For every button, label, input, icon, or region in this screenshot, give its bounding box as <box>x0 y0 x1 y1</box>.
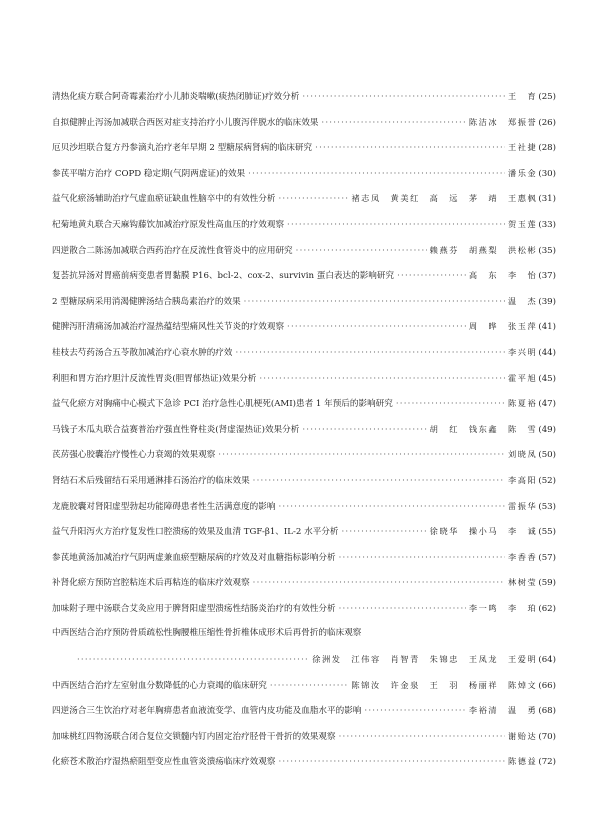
dot-leader <box>364 699 465 725</box>
entry-page-number: (44) <box>538 347 556 358</box>
entry-page-number: (39) <box>538 296 556 307</box>
toc-entry[interactable] <box>52 186 556 212</box>
entry-title: 肾结石术后残留结石采用通淋排石汤治疗的临床效果 <box>52 475 250 486</box>
toc-entry[interactable] <box>52 673 556 699</box>
toc-entry[interactable] <box>52 749 556 775</box>
entry-page-number: (62) <box>538 603 556 614</box>
toc-entry[interactable] <box>52 238 556 264</box>
entry-page-number: (31) <box>538 194 556 205</box>
toc-entry[interactable] <box>52 417 556 443</box>
toc-entry[interactable] <box>52 161 556 187</box>
toc-entry[interactable] <box>52 698 556 724</box>
entry-title: 化瘀苍术散治疗湿热瘀阻型变应性血管炎溃疡临床疗效观察 <box>52 757 276 768</box>
entry-title: 四逆散合二陈汤加减联合西药治疗在反流性食管炎中的应用研究 <box>52 245 293 256</box>
toc-entry[interactable] <box>52 442 556 468</box>
entry-authors: 温 杰 <box>507 295 538 306</box>
dot-leader <box>244 290 505 316</box>
entry-page-number: (37) <box>538 271 556 282</box>
entry-page-number: (33) <box>538 219 556 230</box>
toc-entry[interactable] <box>52 621 556 647</box>
dot-leader <box>341 520 426 546</box>
entry-title: 益气化瘀汤辅助治疗气虚血瘀证缺血性脑卒中的有效性分析 <box>52 194 276 205</box>
entry-authors: 雷振华 <box>507 500 538 511</box>
entry-title: 2 型糖尿病采用消渴健脾汤结合胰岛素治疗的效果 <box>52 296 241 307</box>
entry-page-number: (26) <box>538 117 556 128</box>
entry-authors: 徐晓华 操小马 李 诚 <box>429 526 538 537</box>
entry-title: 厄贝沙坦联合复方丹参滴丸治疗老年早期 2 型糖尿病肾病的临床研究 <box>52 143 313 154</box>
dot-leader <box>302 418 426 444</box>
toc-entry[interactable] <box>52 135 556 161</box>
dot-leader <box>235 341 504 367</box>
entry-authors: 李一鸣 李 珀 <box>468 602 538 613</box>
entry-page-number: (25) <box>538 92 556 102</box>
entry-authors: 陈德益 <box>507 756 538 767</box>
entry-authors: 林树莹 <box>507 577 538 588</box>
toc-entry[interactable] <box>52 724 556 750</box>
entry-page-number: (59) <box>538 578 556 589</box>
entry-authors: 谢贻达 <box>507 730 538 741</box>
dot-leader <box>278 187 348 213</box>
toc-entry[interactable] <box>52 468 556 494</box>
entry-title: 加味附子理中汤联合艾灸应用于脾肾阳虚型溃疡性结肠炎治疗的有效性分析 <box>52 603 336 614</box>
entry-title: 马钱子木瓜丸联合益赛普治疗强直性脊柱炎(肾虚湿热证)效果分析 <box>52 424 300 435</box>
dot-leader <box>339 725 505 751</box>
dot-leader <box>253 469 505 495</box>
dot-leader <box>287 213 505 239</box>
dot-leader <box>315 136 505 162</box>
toc-entry[interactable] <box>52 366 556 392</box>
toc-entry[interactable] <box>52 570 556 596</box>
entry-title: 自拟健脾止泻汤加减联合西医对症支持治疗小儿腹泻伴脱水的临床效果 <box>52 117 319 128</box>
entry-authors: 陈夏裕 <box>507 398 538 409</box>
table-of-contents <box>52 84 556 775</box>
entry-page-number: (49) <box>538 424 556 435</box>
entry-page-number: (70) <box>538 731 556 742</box>
toc-entry[interactable] <box>52 212 556 238</box>
entry-title: 益气化瘀方对胸痛中心模式下急诊 PCI 治疗急性心肌梗死(AMI)患者 1 年预后的影响研究 <box>52 399 393 410</box>
entry-authors: 贺玉莲 <box>507 218 538 229</box>
entry-page-number: (57) <box>538 552 556 563</box>
toc-entry[interactable] <box>52 545 556 571</box>
entry-authors: 徐洲发 江伟容 肖智青 朱锦忠 王凤龙 王爱明 <box>312 654 538 665</box>
dot-leader <box>302 85 505 111</box>
entry-authors: 胡 红 钱东鑫 陈 雪 <box>429 423 538 434</box>
entry-title: 复荟抗异汤对胃癌前病变患者胃黏膜 P16、bcl-2、cox-2、survivin 蛋白表达的影响研究 <box>52 271 395 282</box>
entry-authors: 李裕清 温 勇 <box>468 705 538 716</box>
entry-title: 利胆和胃方治疗胆汁反流性胃炎(胆胃郁热证)效果分析 <box>52 373 257 384</box>
toc-entry[interactable] <box>52 289 556 315</box>
dot-leader <box>270 674 349 700</box>
toc-entry[interactable] <box>52 519 556 545</box>
entry-authors: 潘乐金 <box>507 167 538 178</box>
entry-page-number: (53) <box>538 501 556 512</box>
toc-entry[interactable] <box>52 340 556 366</box>
entry-title: 益气升阳泻火方治疗复发性口腔溃疡的效果及血清 TGF-β1、IL-2 水平分析 <box>52 527 339 538</box>
entry-authors: 周 晔 张玉萍 <box>468 321 538 332</box>
entry-title: 杞菊地黄丸联合天麻钩藤饮加减治疗原发性高血压的疗效观察 <box>52 219 285 230</box>
toc-entry[interactable] <box>52 494 556 520</box>
dot-leader <box>278 495 505 521</box>
dot-leader <box>287 315 466 341</box>
toc-entry[interactable] <box>52 314 556 340</box>
entry-page-number: (55) <box>538 527 556 538</box>
entry-title: 加味桃红四物汤联合闭合复位交锁髓内钉内固定治疗胫骨干骨折的效果观察 <box>52 731 336 742</box>
entry-page-number: (28) <box>538 143 556 154</box>
entry-authors: 陈锦汝 许金泉 王 羽 杨丽祥 陈焯文 <box>351 679 538 690</box>
dot-leader <box>339 546 505 572</box>
entry-page-number: (30) <box>538 168 556 179</box>
entry-page-number: (68) <box>538 706 556 717</box>
entry-title: 健脾泻肝清痛汤加减治疗湿热蕴结型痛风性关节炎的疗效观察 <box>52 322 285 333</box>
entry-authors: 王 育 <box>507 91 538 101</box>
entry-authors: 刘晓凤 <box>507 449 538 460</box>
dot-leader <box>259 367 505 393</box>
dot-leader <box>396 392 505 418</box>
entry-title: 补肾化瘀方预防宫腔粘连术后再粘连的临床疗效观察 <box>52 578 250 589</box>
entry-page-number: (66) <box>538 680 556 691</box>
entry-page-number: (64) <box>538 655 556 666</box>
entry-title: 参芪地黄汤加减治疗气阴两虚兼血瘀型糖尿病的疗效及对血糖指标影响分析 <box>52 552 336 563</box>
entry-authors: 王社捷 <box>507 142 538 153</box>
entry-authors: 李高阳 <box>507 474 538 485</box>
entry-authors: 李香香 <box>507 551 538 562</box>
entry-authors: 陈洁冰 郑振誉 <box>468 116 538 127</box>
entry-title: 芪苈强心胶囊治疗慢性心力衰竭的效果观察 <box>52 450 216 461</box>
dot-leader <box>339 597 466 623</box>
dot-leader <box>218 443 505 469</box>
entry-page-number: (35) <box>538 245 556 256</box>
toc-entry[interactable] <box>52 110 556 136</box>
toc-entry[interactable] <box>52 391 556 417</box>
dot-leader <box>253 571 505 597</box>
entry-page-number: (45) <box>538 373 556 384</box>
entry-title: 四逆汤合三生饮治疗对老年胸痹患者血液流变学、血管内皮功能及血脂水平的影响 <box>52 706 362 717</box>
entry-authors: 高 东 李 怡 <box>468 270 538 281</box>
entry-title: 清热化痰方联合阿奇霉素治疗小儿肺炎喘嗽(痰热闭肺证)疗效分析 <box>52 92 300 102</box>
entry-page-number: (41) <box>538 322 556 333</box>
entry-title: 参芪平喘方治疗 COPD 稳定期(气阴两虚证)的效果 <box>52 168 246 179</box>
dot-leader <box>278 750 505 776</box>
dot-leader <box>397 264 466 290</box>
toc-entry[interactable] <box>52 596 556 622</box>
entry-page-number: (50) <box>538 450 556 461</box>
toc-entry[interactable] <box>52 647 556 673</box>
entry-authors: 李兴明 <box>507 346 538 357</box>
entry-authors: 赖燕芬 胡燕梨 洪松彬 <box>429 244 538 255</box>
entry-page-number: (72) <box>538 757 556 768</box>
dot-leader <box>77 648 309 674</box>
dot-leader <box>321 111 465 137</box>
entry-authors: 褚志凤 黄美红 高 远 茅 靖 王惠枫 <box>351 193 538 204</box>
entry-title: 桂枝去芍药汤合五苓散加减治疗心衰水肿的疗效 <box>52 347 233 358</box>
dot-leader <box>296 239 427 265</box>
entry-title: 中西医结合治疗左室射血分数降低的心力衰竭的临床研究 <box>52 680 267 691</box>
entry-page-number: (47) <box>538 399 556 410</box>
entry-authors: 霍平旭 <box>507 372 538 383</box>
entry-title: 中西医结合治疗预防骨质疏松性胸腰椎压缩性骨折椎体成形术后再骨折的临床观察 <box>52 628 362 639</box>
toc-entry[interactable] <box>52 263 556 289</box>
toc-entry[interactable] <box>52 84 556 110</box>
dot-leader <box>248 162 505 188</box>
entry-page-number: (52) <box>538 475 556 486</box>
entry-title: 龙鹿胶囊对肾阳虚型勃起功能障碍患者性生活满意度的影响 <box>52 501 276 512</box>
